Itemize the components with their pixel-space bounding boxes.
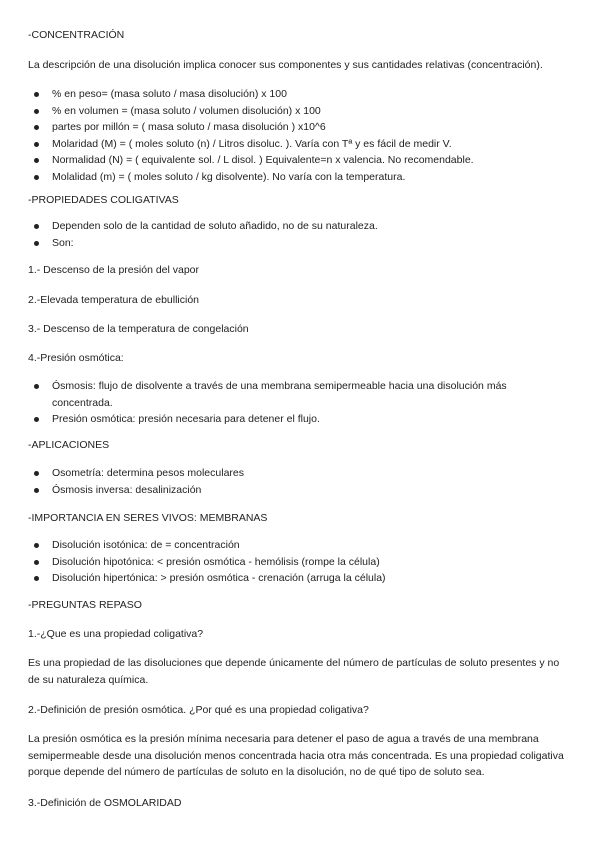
respuesta-2: La presión osmótica es la presión mínima necesaria para detener el paso de agua a través de una membrana semipermeable desde una disolución menos concentrada hacia otra más concentrada. Es una propiedad coligativa porque depende del número de partículas de soluto en la disolución, no de qué tipo de soluto sea. [28,733,564,778]
list-item: partes por millón = ( masa soluto / masa disolución ) x10^6 [28,119,568,136]
pregunta-3: 3.-Definición de OSMOLARIDAD [28,797,182,809]
list-item: Osometría: determina pesos moleculares [28,465,568,482]
list-item: Dependen solo de la cantidad de soluto añadido, no de su naturaleza. [28,218,568,235]
list-item: % en peso= (masa soluto / masa disolución) x 100 [28,86,568,103]
propiedad-4: 4.-Presión osmótica: [28,352,124,364]
list-item: % en volumen = (masa soluto / volumen disolución) x 100 [28,103,568,120]
list-item: Ósmosis inversa: desalinización [28,482,568,499]
heading-importancia: -IMPORTANCIA EN SERES VIVOS: MEMBRANAS [28,512,268,524]
propiedades-list [28,218,568,251]
respuesta-1: Es una propiedad de las disoluciones que depende únicamente del número de partículas de soluto presentes y no de su naturaleza química. [28,657,560,686]
aplicaciones-list [28,465,568,498]
propiedad-3: 3.- Descenso de la temperatura de congelación [28,323,249,335]
concentracion-list [28,86,568,185]
importancia-list [28,537,568,587]
list-item: Son: [28,235,568,252]
list-item: Disolución hipotónica: < presión osmótica - hemólisis (rompe la célula) [28,554,568,571]
heading-aplicaciones: -APLICACIONES [28,439,110,451]
concentracion-intro: La descripción de una disolución implica conocer sus componentes y sus cantidades relativas (concentración). [28,59,543,71]
heading-concentracion: -CONCENTRACIÓN [28,29,125,41]
list-item: Disolución isotónica: de = concentración [28,537,568,554]
heading-preguntas: -PREGUNTAS REPASO [28,599,142,611]
list-item: Presión osmótica: presión necesaria para detener el flujo. [28,411,568,428]
list-item: Molalidad (m) = ( moles soluto / kg disolvente). No varía con la temperatura. [28,169,568,186]
pregunta-2: 2.-Definición de presión osmótica. ¿Por qué es una propiedad coligativa? [28,704,369,716]
list-item: Ósmosis: flujo de disolvente a través de una membrana semipermeable hacia una disolución más concentrada. [28,378,568,411]
osmosis-list [28,378,568,428]
heading-propiedades: -PROPIEDADES COLIGATIVAS [28,194,179,206]
propiedad-1: 1.- Descenso de la presión del vapor [28,264,200,276]
list-item: Disolución hipertónica: > presión osmótica - crenación (arruga la célula) [28,570,568,587]
pregunta-1: 1.-¿Que es una propiedad coligativa? [28,628,204,640]
list-item: Molaridad (M) = ( moles soluto (n) / Litros disoluc. ). Varía con Tª y es fácil de medir V. [28,136,568,153]
propiedad-2: 2.-Elevada temperatura de ebullición [28,294,200,306]
list-item: Normalidad (N) = ( equivalente sol. / L disol. ) Equivalente=n x valencia. No recomendable. [28,152,568,169]
